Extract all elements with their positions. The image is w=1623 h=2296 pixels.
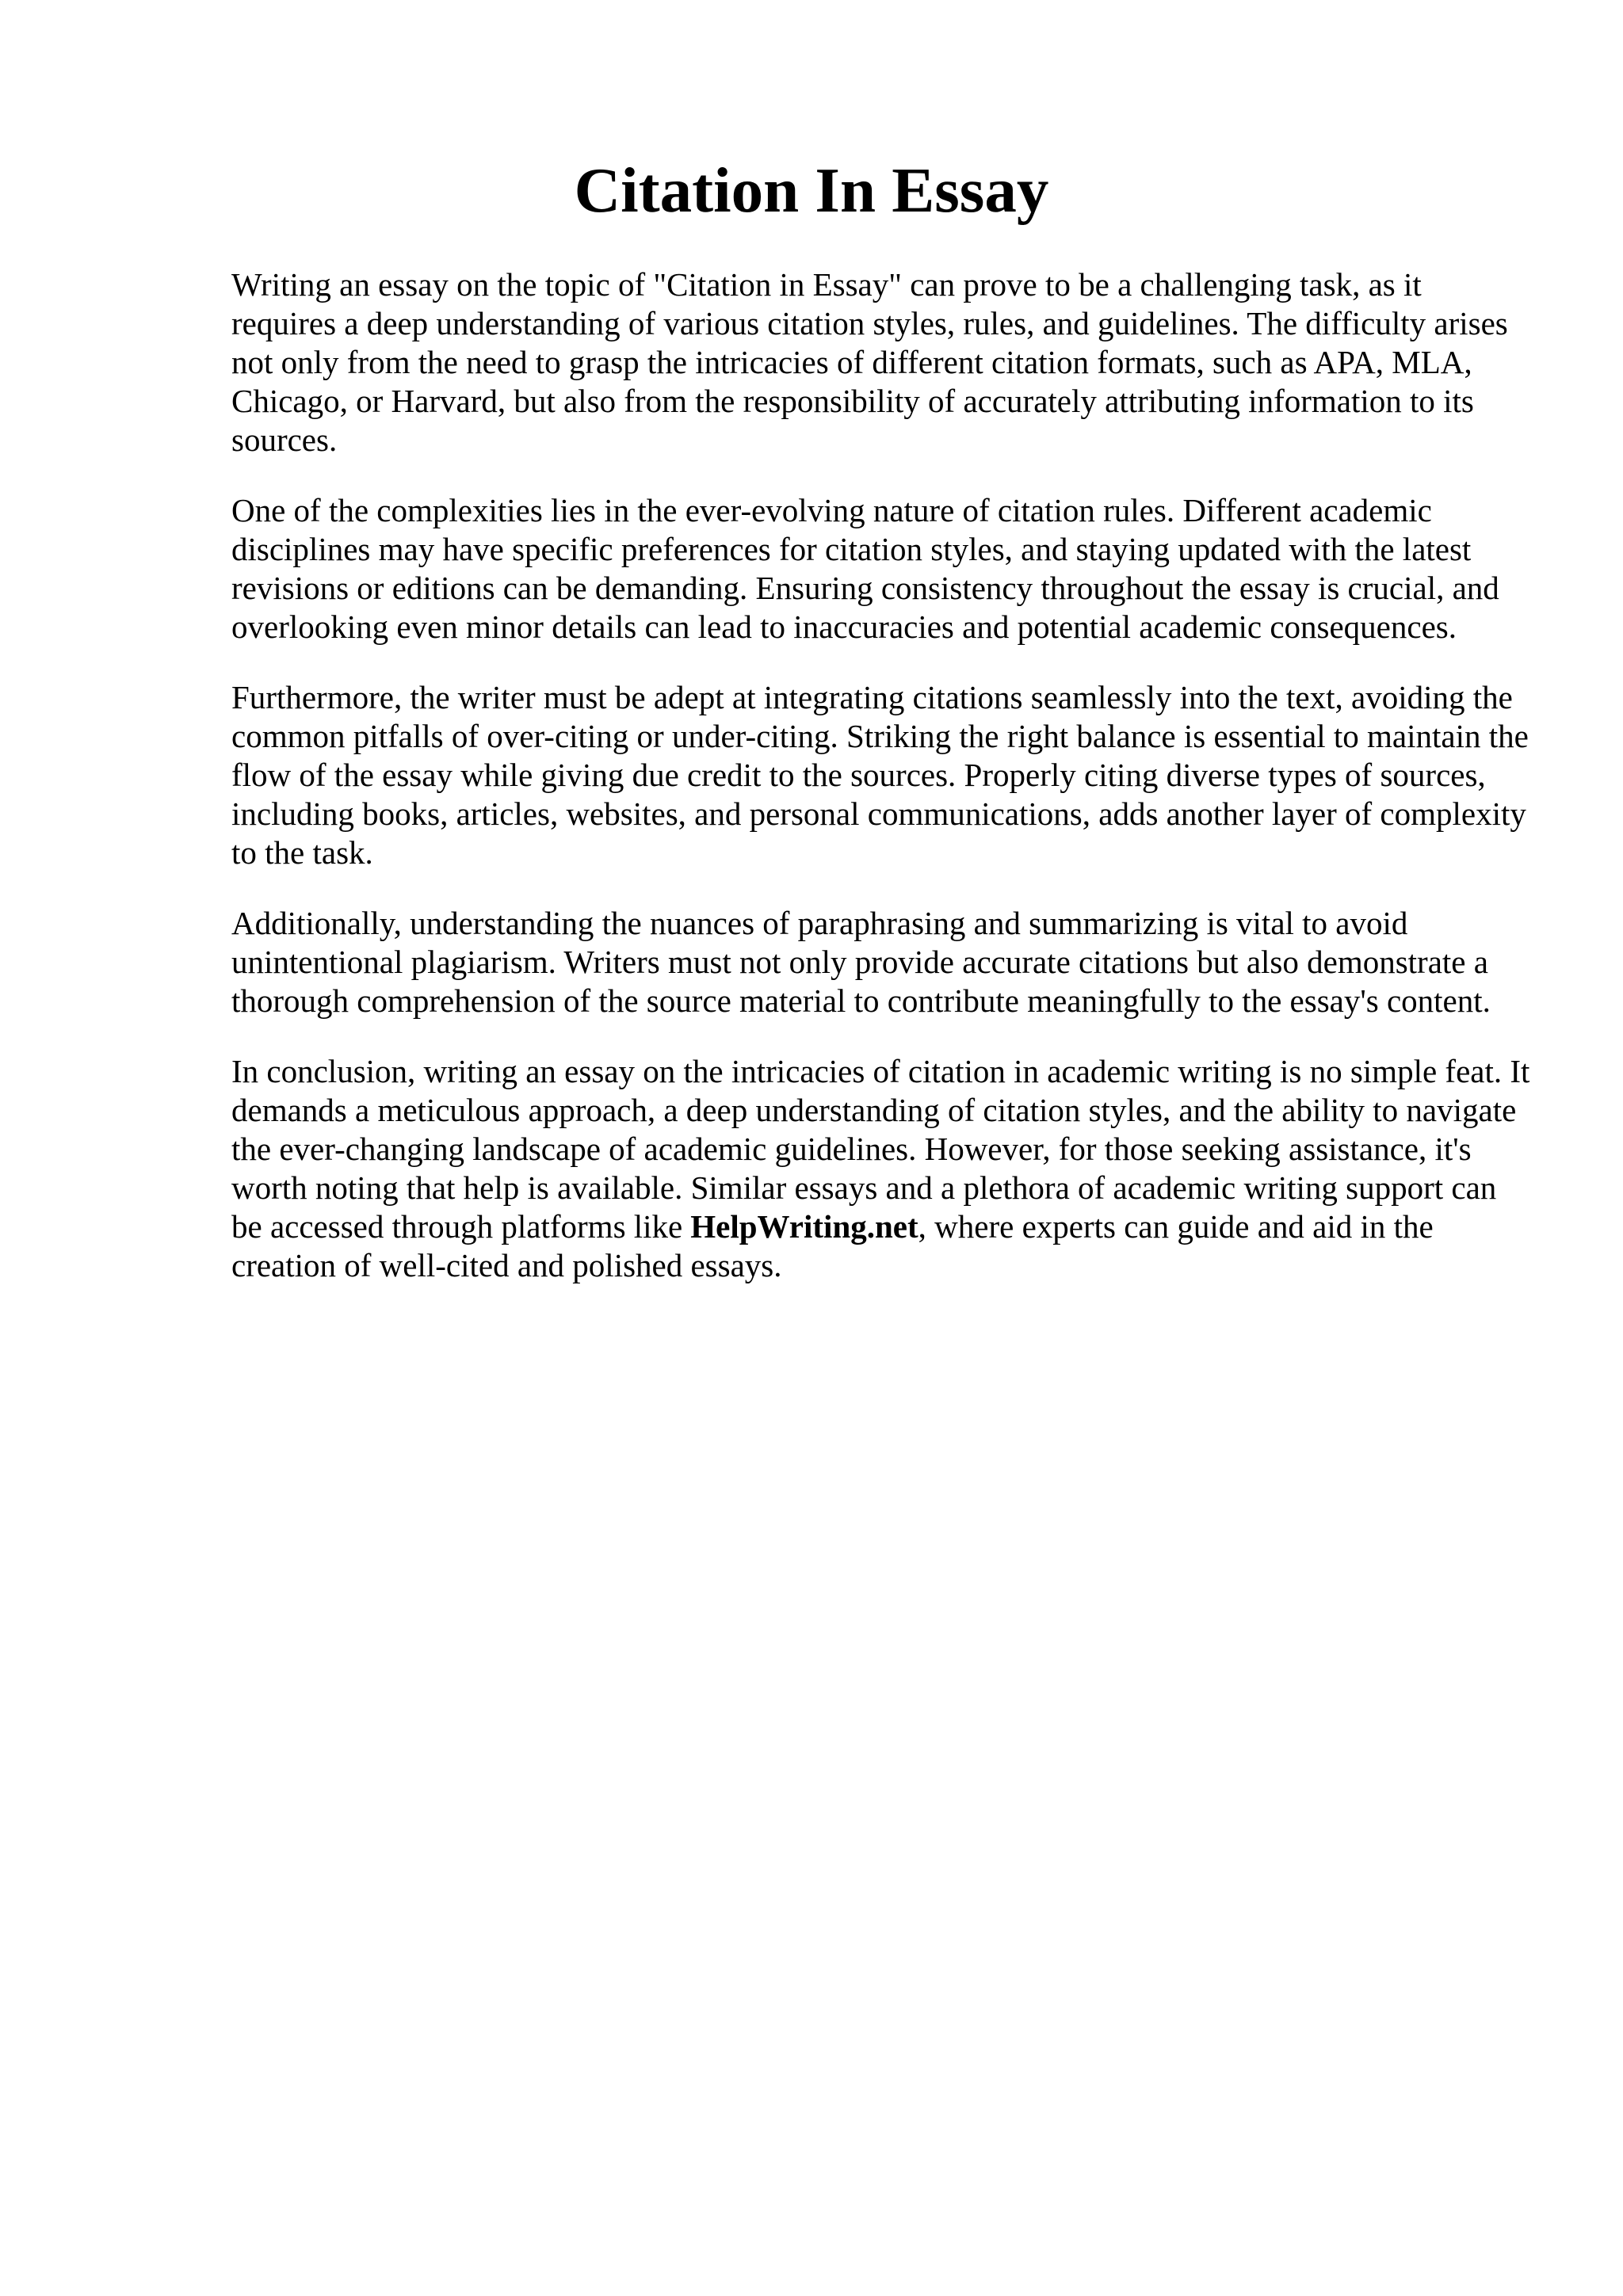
conclusion-text: In conclusion, writing an essay on the intricacies of citation in academic writing is no simple feat. It demands a meticulous approach, a deep understanding of citation styles, and the ability to navigate the ever-changing landscape of academic guidelines. However, for those seeking assistance, it's worth noting that help is available. Similar essays and a plethora of academic writing support can be accessed through platforms like [231, 1053, 1530, 1245]
paragraph-integration: Furthermore, the writer must be adept at integrating citations seamlessly into the text, avoiding the common pitfalls of over-citing or under-citing. Striking the right balance is essential to maintain the flow of the essay while giving due credit to the sources. Properly citing diverse types of sources, including books, articles, websites, and personal communications, adds another layer of complexity to the task. [231, 679, 1529, 871]
page-title: Citation In Essay [574, 154, 1049, 226]
paragraph-conclusion [231, 1052, 1531, 1285]
helpwriting-link[interactable]: HelpWriting.net [690, 1208, 918, 1245]
paragraph-intro: Writing an essay on the topic of "Citation in Essay" can prove to be a challenging task, as it requires a deep understanding of various citation styles, rules, and guidelines. The difficulty arises not only from the need to grasp the intricacies of different citation formats, such as APA, MLA, Chicago, or Harvard, but also from the responsibility of accurately attributing information to its sources. [231, 266, 1508, 458]
essay-body [231, 265, 1531, 1317]
paragraph-complexities: One of the complexities lies in the ever-evolving nature of citation rules. Different academic disciplines may have specific preferences for citation styles, and staying updated with the latest revisions or editions can be demanding. Ensuring consistency throughout the essay is crucial, and overlooking even minor details can lead to inaccuracies and potential academic consequences. [231, 492, 1499, 645]
paragraph-paraphrasing: Additionally, understanding the nuances of paraphrasing and summarizing is vital to avoid unintentional plagiarism. Writers must not only provide accurate citations but also demonstrate a thorough comprehension of the source material to contribute meaningfully to the essay's content. [231, 905, 1491, 1019]
conclusion-text-end: , where experts can guide and aid in the creation of well-cited and polished essays. [231, 1208, 1434, 1283]
